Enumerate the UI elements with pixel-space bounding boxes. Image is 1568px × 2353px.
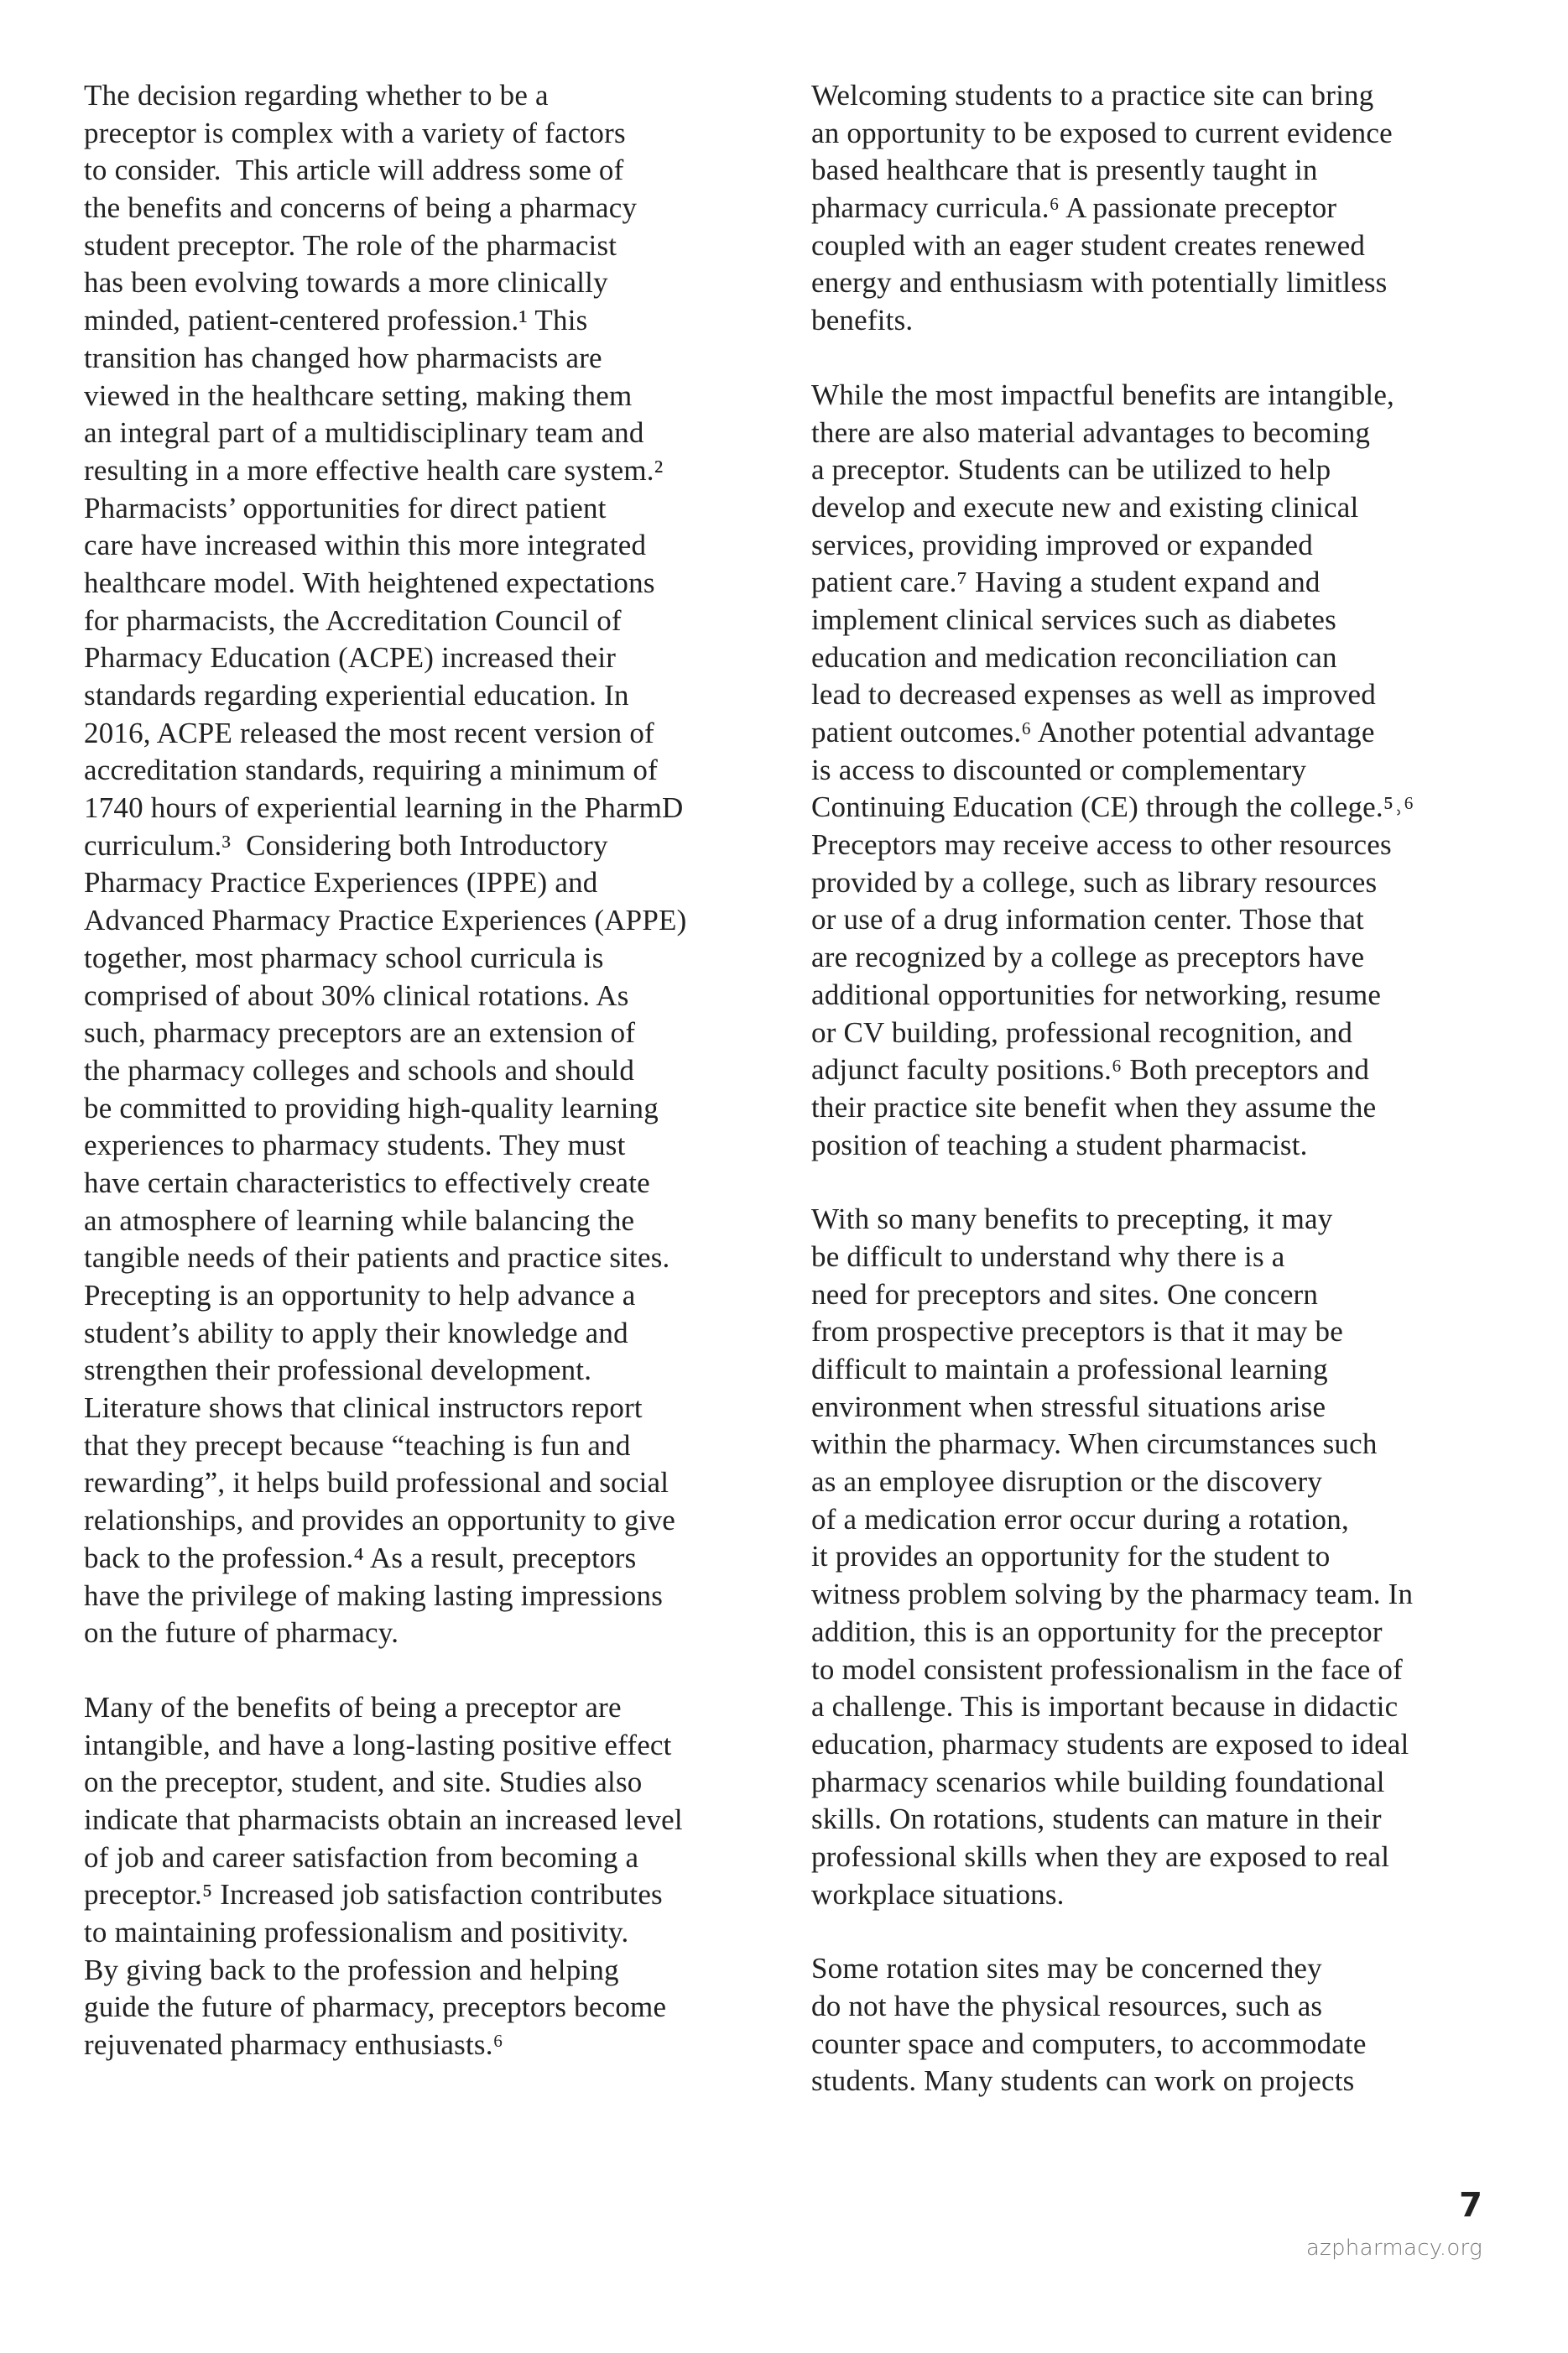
text-line: tangible needs of their patients and practice sites.	[84, 1241, 670, 1275]
website-url: azpharmacy.org	[1305, 2236, 1482, 2261]
text-line: within the pharmacy. When circumstances such	[811, 1427, 1378, 1461]
text-line: to maintaining professionalism and positivity.	[84, 1916, 629, 1949]
text-line: a preceptor. Students can be utilized to help	[811, 453, 1331, 487]
text-line: that they precept because “teaching is fun and	[84, 1428, 631, 1462]
text-line: student’s ability to apply their knowledge and	[84, 1316, 628, 1349]
text-line: care have increased within this more integrated	[84, 529, 647, 562]
text-line: services, providing improved or expanded	[811, 528, 1313, 561]
text-line: strengthen their professional development.	[84, 1354, 592, 1387]
text-line: on the preceptor, student, and site. Studies also	[84, 1766, 643, 1799]
text-line: be difficult to understand why there is a	[811, 1239, 1285, 1273]
text-line: Precepting is an opportunity to help advance a	[84, 1279, 636, 1312]
text-line: accreditation standards, requiring a minimum of	[84, 754, 658, 787]
text-line: students. Many students can work on projects	[811, 2064, 1355, 2098]
text-line: it provides an opportunity for the student to	[811, 1540, 1331, 1573]
text-line: their practice site benefit when they assume the	[811, 1090, 1377, 1124]
text-line: 2016, ACPE released the most recent version of	[84, 716, 654, 749]
paragraph	[84, 1689, 772, 2064]
paragraph	[811, 77, 1499, 340]
text-line: pharmacy curricula.⁶ A passionate preceptor	[811, 191, 1337, 225]
text-line: environment when stressful situations arise	[811, 1390, 1326, 1423]
text-line: on the future of pharmacy.	[84, 1616, 399, 1650]
text-line: or CV building, professional recognition, and	[811, 1015, 1353, 1049]
text-line: an atmosphere of learning while balancing the	[84, 1203, 635, 1237]
text-line: be committed to providing high-quality learning	[84, 1091, 659, 1124]
text-line: Continuing Education (CE) through the college.⁵˒⁶	[811, 790, 1414, 824]
text-line: Some rotation sites may be concerned they	[811, 1952, 1322, 1985]
text-line: the benefits and concerns of being a pharmacy	[84, 191, 638, 225]
text-line: of job and career satisfaction from becoming a	[84, 1840, 639, 1874]
text-line: rewarding”, it helps build professional and social	[84, 1466, 669, 1500]
text-line: Preceptors may receive access to other resources	[811, 828, 1392, 862]
text-line: to consider. This article will address some of	[84, 154, 624, 187]
paragraph	[811, 1201, 1499, 1913]
text-line: as an employee disruption or the discovery	[811, 1465, 1323, 1499]
page-number: 7	[1459, 2186, 1482, 2225]
text-line: an opportunity to be exposed to current evidence	[811, 116, 1393, 149]
text-line: need for preceptors and sites. One concern	[811, 1277, 1319, 1311]
text-line: coupled with an eager student creates renewed	[811, 228, 1366, 262]
text-line: have the privilege of making lasting impressions	[84, 1578, 664, 1612]
text-line: has been evolving towards a more clinically	[84, 266, 608, 300]
text-line: Pharmacy Education (ACPE) increased their	[84, 641, 617, 675]
text-line: of a medication error occur during a rotation,	[811, 1502, 1349, 1536]
text-line: or use of a drug information center. Those that	[811, 903, 1364, 937]
text-line: develop and execute new and existing clinical	[811, 490, 1359, 524]
text-line: such, pharmacy preceptors are an extension of	[84, 1016, 636, 1050]
text-line: counter space and computers, to accommodate	[811, 2027, 1367, 2060]
paragraph	[84, 77, 772, 1652]
text-line: intangible, and have a long-lasting positive effect	[84, 1728, 672, 1761]
text-line: the pharmacy colleges and schools and should	[84, 1053, 635, 1087]
text-line: to model consistent professionalism in the face of	[811, 1652, 1403, 1686]
paragraph	[811, 1950, 1499, 2100]
text-line: additional opportunities for networking, resume	[811, 978, 1382, 1011]
text-line: standards regarding experiential education. In	[84, 679, 629, 712]
text-line: based healthcare that is presently taught in	[811, 154, 1318, 187]
text-line: 1740 hours of experiential learning in the PharmD	[84, 791, 684, 825]
text-line: comprised of about 30% clinical rotations. As	[84, 978, 629, 1012]
text-line: have certain characteristics to effectively create	[84, 1166, 650, 1199]
text-line: professional skills when they are exposed to real	[811, 1839, 1390, 1873]
text-line: are recognized by a college as preceptors have	[811, 941, 1365, 974]
text-line: rejuvenated pharmacy enthusiasts.⁶	[84, 2028, 504, 2062]
text-line: guide the future of pharmacy, preceptors become	[84, 1990, 667, 2024]
text-line: experiences to pharmacy students. They must	[84, 1129, 626, 1162]
text-line: preceptor.⁵ Increased job satisfaction contributes	[84, 1878, 663, 1912]
text-line: preceptor is complex with a variety of factors	[84, 116, 626, 149]
paragraph	[811, 377, 1499, 1164]
text-line: curriculum.³ Considering both Introductory	[84, 828, 608, 862]
text-line: viewed in the healthcare setting, making them	[84, 378, 633, 412]
text-line: resulting in a more effective health care system.²	[84, 453, 664, 487]
text-line: patient care.⁷ Having a student expand and	[811, 566, 1321, 599]
text-line: energy and enthusiasm with potentially limitless	[811, 266, 1388, 300]
text-line: addition, this is an opportunity for the preceptor	[811, 1615, 1383, 1648]
text-line: Literature shows that clinical instructors report	[84, 1391, 643, 1425]
text-line: Pharmacy Practice Experiences (IPPE) and	[84, 866, 598, 900]
left-column	[84, 77, 772, 2101]
text-line: difficult to maintain a professional learning	[811, 1353, 1328, 1385]
text-line: transition has changed how pharmacists are	[84, 341, 602, 374]
text-line: skills. On rotations, students can mature in their	[811, 1803, 1382, 1836]
text-line: With so many benefits to precepting, it may	[811, 1203, 1333, 1236]
text-line: relationships, and provides an opportunity to give	[84, 1504, 676, 1537]
text-line: By giving back to the profession and helping	[84, 1953, 619, 1986]
text-line: provided by a college, such as library resources	[811, 865, 1378, 899]
text-line: healthcare model. With heightened expectations	[84, 566, 655, 599]
text-line: for pharmacists, the Accreditation Council of	[84, 603, 622, 637]
text-line: witness problem solving by the pharmacy team. In	[811, 1578, 1414, 1611]
text-line: The decision regarding whether to be a	[84, 79, 549, 112]
text-line: Advanced Pharmacy Practice Experiences (APPE)	[84, 904, 687, 937]
text-line: pharmacy scenarios while building foundational	[811, 1765, 1385, 1798]
text-line: is access to discounted or complementary	[811, 753, 1307, 786]
text-line: adjunct faculty positions.⁶ Both preceptors and	[811, 1053, 1370, 1087]
text-line: position of teaching a student pharmacist.	[811, 1128, 1308, 1161]
text-line: student preceptor. The role of the pharmacist	[84, 228, 617, 262]
text-line: Pharmacists’ opportunities for direct patient	[84, 491, 607, 524]
text-line: patient outcomes.⁶ Another potential advantage	[811, 716, 1375, 749]
right-column	[811, 77, 1499, 2137]
text-line: an integral part of a multidisciplinary team and	[84, 416, 644, 450]
text-line: education and medication reconciliation can	[811, 640, 1337, 674]
text-line: Many of the benefits of being a preceptor are	[84, 1690, 622, 1724]
text-line: education, pharmacy students are exposed to ideal	[811, 1727, 1409, 1761]
text-line: While the most impactful benefits are intangible,	[811, 378, 1395, 411]
text-line: together, most pharmacy school curricula is	[84, 941, 604, 974]
text-line: workplace situations.	[811, 1877, 1065, 1911]
text-line: implement clinical services such as diabetes	[811, 603, 1336, 636]
text-line: there are also material advantages to becoming	[811, 415, 1371, 449]
text-line: back to the profession.⁴ As a result, preceptors	[84, 1541, 637, 1574]
text-line: Welcoming students to a practice site can bring	[811, 79, 1374, 112]
text-line: lead to decreased expenses as well as improved	[811, 678, 1376, 712]
text-line: from prospective preceptors is that it may be	[811, 1315, 1343, 1349]
text-line: a challenge. This is important because in didactic	[811, 1690, 1399, 1724]
text-line: do not have the physical resources, such as	[811, 1990, 1323, 2022]
text-line: benefits.	[811, 304, 914, 337]
text-line: minded, patient-centered profession.¹ This	[84, 304, 588, 337]
text-line: indicate that pharmacists obtain an increased level	[84, 1803, 683, 1836]
